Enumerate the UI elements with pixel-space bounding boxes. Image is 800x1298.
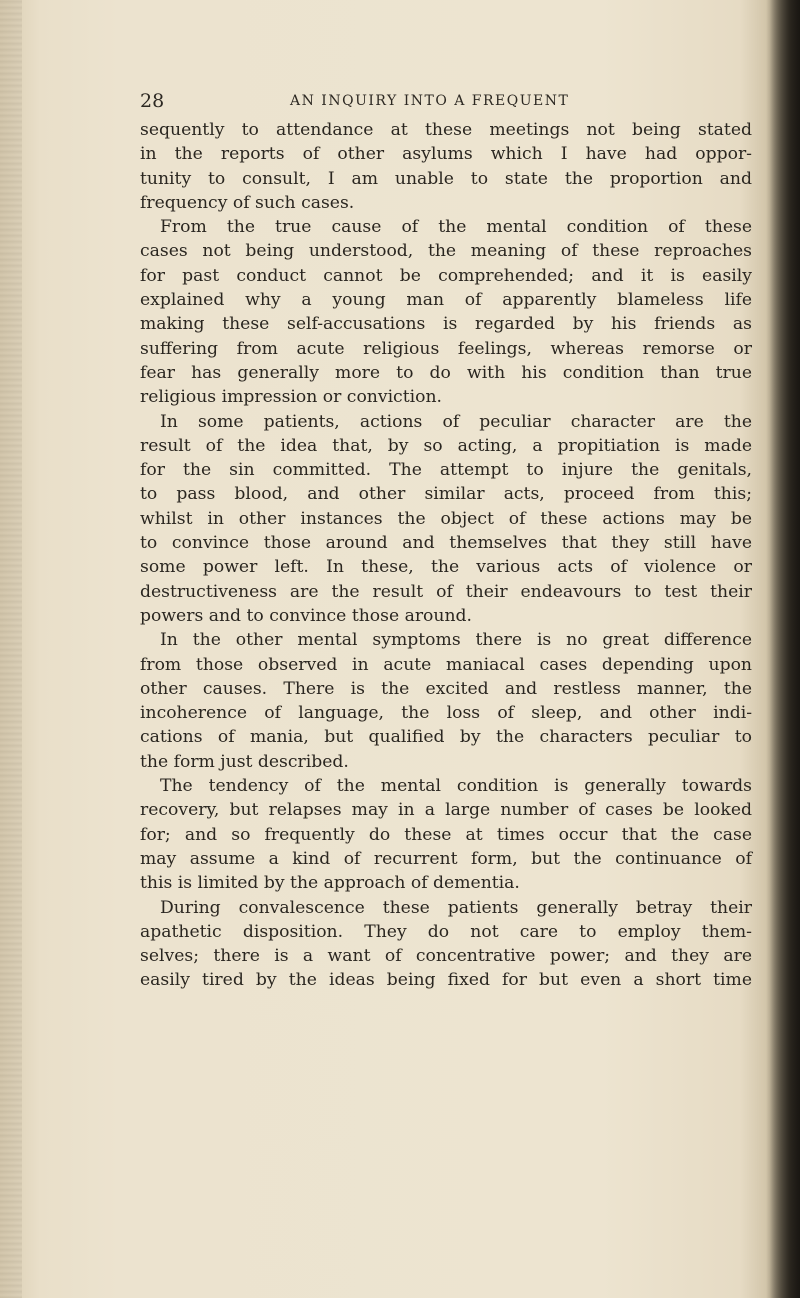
text-line: result of the idea that, by so acting, a propitiation is made: [140, 435, 752, 456]
text-line: suffering from acute religious feelings, whereas remorse or: [140, 338, 752, 359]
text-line: easily tired by the ideas being fixed for but even a short time: [140, 970, 752, 991]
text-line: to pass blood, and other similar acts, proceed from this;: [140, 484, 752, 505]
text-line: In some patients, actions of peculiar character are the: [160, 411, 752, 432]
text-line: to convince those around and themselves that they still have: [140, 533, 752, 554]
text-line: tunity to consult, I am unable to state the proportion and: [140, 168, 752, 189]
text-line: explained why a young man of apparently blameless life: [140, 290, 752, 311]
page-left-edge: [0, 0, 22, 1298]
text-line: selves; there is a want of concentrative power; and they are: [140, 946, 752, 967]
text-line: may assume a kind of recurrent form, but the continuance of: [140, 848, 752, 869]
text-line: in the reports of other asylums which I have had oppor-: [140, 144, 752, 165]
text-line: religious impression or conviction.: [140, 387, 442, 408]
body-text: [140, 118, 752, 993]
text-line: this is limited by the approach of dementia.: [140, 873, 520, 894]
running-head: AN INQUIRY INTO A FREQUENT: [290, 93, 570, 109]
text-line: making these self-accusations is regarded by his friends as: [140, 314, 752, 335]
page-binding-edge: [766, 0, 800, 1298]
text-line: recovery, but relapses may in a large number of cases be looked: [140, 800, 752, 821]
text-line: From the true cause of the mental condition of these: [160, 217, 752, 238]
text-line: incoherence of language, the loss of sleep, and other indi-: [140, 703, 752, 724]
text-line: The tendency of the mental condition is generally towards: [160, 776, 752, 797]
text-line: sequently to attendance at these meetings not being stated: [140, 120, 752, 140]
text-line: apathetic disposition. They do not care to employ them-: [140, 921, 752, 942]
text-line: the form just described.: [140, 751, 349, 772]
text-line: for; and so frequently do these at times occur that the case: [140, 824, 752, 845]
text-line: from those observed in acute maniacal cases depending upon: [140, 654, 752, 675]
text-line: powers and to convince those around.: [140, 605, 473, 626]
text-line: cases not being understood, the meaning of these reproaches: [140, 241, 752, 262]
text-line: cations of mania, but qualified by the characters peculiar to: [140, 727, 752, 748]
text-line: In the other mental symptoms there is no great difference: [160, 630, 752, 651]
text-line: for past conduct cannot be comprehended; and it is easily: [140, 265, 752, 286]
text-line: destructiveness are the result of their endeavours to test their: [140, 581, 752, 602]
text-line: During convalescence these patients generally betray their: [160, 897, 752, 918]
text-line: frequency of such cases.: [140, 192, 355, 213]
text-line: some power left. In these, the various acts of violence or: [140, 557, 752, 578]
text-line: whilst in other instances the object of these actions may be: [140, 508, 752, 529]
page-number: 28: [140, 90, 165, 112]
text-line: fear has generally more to do with his condition than true: [140, 362, 752, 383]
text-line: for the sin committed. The attempt to injure the genitals,: [140, 460, 752, 481]
page-header: [140, 90, 750, 114]
text-line: other causes. There is the excited and restless manner, the: [140, 678, 752, 699]
